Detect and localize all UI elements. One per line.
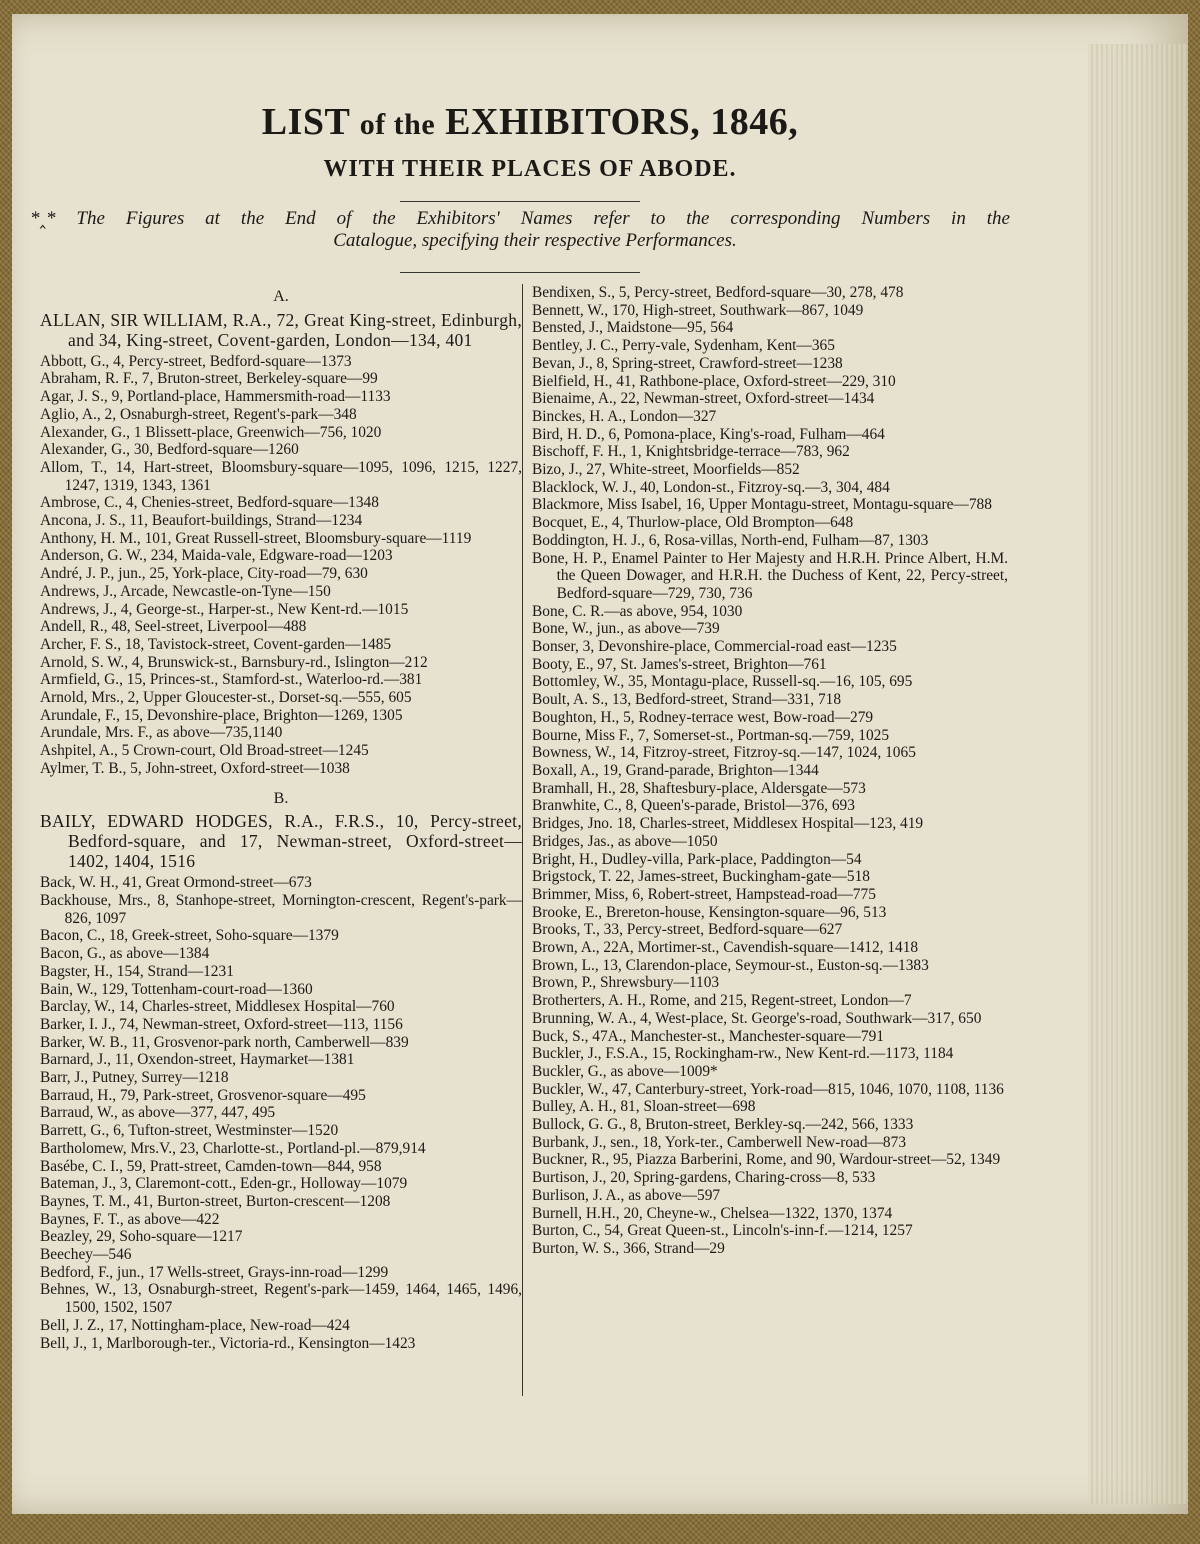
book-page [12,14,1188,1514]
exhibitor-entry: Bartholomew, Mrs.V., 23, Charlotte-st., Portland-pl.—879,914 [40,1139,426,1157]
exhibitor-entry: Bridges, Jas., as above—1050 [532,832,718,850]
exhibitor-entry: Ashpitel, A., 5 Crown-court, Old Broad-street—1245 [40,742,369,760]
exhibitor-entry: Bridges, Jno. 18, Charles-street, Middlesex Hospital—123, 419 [532,815,924,833]
exhibitor-entry: Bischoff, F. H., 1, Knightsbridge-terrace—783, 962 [532,443,850,461]
exhibitor-entry: Backhouse, Mrs., 8, Stanhope-street, Mornington-crescent, Regent's-park—826, 1097 [40,891,522,927]
exhibitor-entry: Binckes, H. A., London—327 [532,407,717,425]
exhibitor-entry: Beechey—546 [40,1246,132,1264]
exhibitor-entry: Bright, H., Dudley-villa, Park-place, Paddington—54 [532,850,862,868]
exhibitor-entry: Back, W. H., 41, Great Ormond-street—673 [40,874,312,892]
exhibitor-entry: Bienaime, A., 22, Newman-street, Oxford-street—1434 [532,390,875,408]
exhibitor-entry: André, J. P., jun., 25, York-place, City-road—79, 630 [40,565,368,583]
right-column-list [532,284,1008,1258]
exhibitor-entry: Burnell, H.H., 20, Cheyne-w., Chelsea—1322, 1370, 1374 [532,1204,893,1222]
exhibitor-entry: Bowness, W., 14, Fitzroy-street, Fitzroy-sq.—147, 1024, 1065 [532,744,916,762]
exhibitor-entry: Armfield, G., 15, Princes-st., Stamford-st., Waterloo-rd.—381 [40,671,423,689]
exhibitor-entry: Bone, C. R.—as above, 954, 1030 [532,602,743,620]
exhibitor-entry: Anthony, H. M., 101, Great Russell-street, Bloomsbury-square—1119 [40,529,472,547]
note-line-2: Catalogue, specifying their respective Performances. [333,230,737,251]
section-b-list [40,811,522,1352]
exhibitor-entry: Barnard, J., 11, Oxendon-street, Haymarket—1381 [40,1051,355,1069]
exhibitor-entry: Bateman, J., 3, Claremont-cott., Eden-gr., Holloway—1079 [40,1175,408,1193]
exhibitor-entry: Aylmer, T. B., 5, John-street, Oxford-street—1038 [40,759,350,777]
exhibitor-entry: Boughton, H., 5, Rodney-terrace west, Bow-road—279 [532,708,874,726]
exhibitor-entry: Branwhite, C., 8, Queen's-parade, Bristol—376, 693 [532,797,855,815]
exhibitor-entry: Bonser, 3, Devonshire-place, Commercial-road east—1235 [532,638,897,656]
exhibitor-entry: Burton, C., 54, Great Queen-st., Lincoln's-inn-f.—1214, 1257 [532,1222,913,1240]
title-list: LIST [261,101,350,143]
exhibitor-entry: Basébe, C. I., 59, Pratt-street, Camden-town—844, 958 [40,1157,382,1175]
exhibitor-entry: Brunning, W. A., 4, West-place, St. George's-road, Southwark—317, 650 [532,1009,982,1027]
exhibitor-entry: Baynes, T. M., 41, Burton-street, Burton-crescent—1208 [40,1192,391,1210]
exhibitor-entry: Alexander, G., 30, Bedford-square—1260 [40,441,299,459]
page-edges [1088,44,1188,1504]
exhibitor-entry: Bevan, J., 8, Spring-street, Crawford-street—1238 [532,354,843,372]
exhibitor-entry: Barraud, W., as above—377, 447, 495 [40,1104,276,1122]
exhibitor-entry: Buckler, J., F.S.A., 15, Rockingham-rw., New Kent-rd.—1173, 1184 [532,1045,954,1063]
exhibitor-entry: Bocquet, E., 4, Thurlow-place, Old Brompton—648 [532,514,854,532]
exhibitor-entry: Bennett, W., 170, High-street, Southwark—867, 1049 [532,301,864,319]
exhibitor-entry: Arundale, Mrs. F., as above—735,1140 [40,724,283,742]
exhibitor-entry: Bedford, F., jun., 17 Wells-street, Grays-inn-road—1299 [40,1263,389,1281]
exhibitor-entry: ALLAN, SIR WILLIAM, R.A., 72, Great King-street, Edinburgh, and 34, King-street, Covent-garden, London—134, 401 [40,309,522,350]
exhibitor-entry: Baynes, F. T., as above—422 [40,1210,220,1228]
exhibitor-entry: Buckner, R., 95, Piazza Barberini, Rome, and 90, Wardour-street—52, 1349 [532,1151,1001,1169]
exhibitor-entry: Barrett, G., 6, Tufton-street, Westminster—1520 [40,1122,339,1140]
exhibitor-entry: Bourne, Miss F., 7, Somerset-st., Portman-sq.—759, 1025 [532,726,890,744]
exhibitor-entry: Archer, F. S., 18, Tavistock-street, Covent-garden—1485 [40,635,392,653]
right-column [532,284,1008,1258]
exhibitor-entry: Barraud, H., 79, Park-street, Grosvenor-square—495 [40,1086,366,1104]
exhibitor-entry: Abbott, G., 4, Percy-street, Bedford-square—1373 [40,352,352,370]
exhibitor-entry: Bizo, J., 27, White-street, Moorfields—852 [532,461,800,479]
title-of-the: of the [359,108,436,141]
exhibitor-entry: Bentley, J. C., Perry-vale, Sydenham, Kent—365 [532,337,835,355]
exhibitor-entry: Anderson, G. W., 234, Maida-vale, Edgware-road—1203 [40,547,393,565]
exhibitor-entry: Bagster, H., 154, Strand—1231 [40,962,234,980]
exhibitor-entry: Bottomley, W., 35, Montagu-place, Russell-sq.—16, 105, 695 [532,673,913,691]
exhibitor-entry: Bramhall, H., 28, Shaftesbury-place, Aldersgate—573 [532,779,866,797]
exhibitor-entry: Behnes, W., 13, Osnaburgh-street, Regent's-park—1459, 1464, 1465, 1496, 1500, 1502, 1507 [40,1281,522,1317]
exhibitor-entry: Brimmer, Miss, 6, Robert-street, Hampstead-road—775 [532,885,876,903]
page-content [30,14,1030,1514]
exhibitor-entry: Ancona, J. S., 11, Beaufort-buildings, Strand—1234 [40,512,363,530]
exhibitor-entry: Burlison, J. A., as above—597 [532,1186,721,1204]
exhibitor-entry: Boddington, H. J., 6, Rosa-villas, North-end, Fulham—87, 1303 [532,531,929,549]
exhibitor-entry: Alexander, G., 1 Blissett-place, Greenwich—756, 1020 [40,423,382,441]
exhibitor-entry: Bain, W., 129, Tottenham-court-road—1360 [40,980,313,998]
exhibitor-entry: Bacon, G., as above—1384 [40,945,210,963]
exhibitor-entry: Arnold, Mrs., 2, Upper Gloucester-st., Dorset-sq.—555, 605 [40,689,412,707]
exhibitor-entry: Boult, A. S., 13, Bedford-street, Strand—331, 718 [532,691,842,709]
column-divider [522,284,523,1396]
exhibitor-entry: Beazley, 29, Soho-square—1217 [40,1228,243,1246]
exhibitor-entry: Bell, J. Z., 17, Nottingham-place, New-road—424 [40,1316,350,1334]
exhibitor-entry: Barr, J., Putney, Surrey—1218 [40,1069,229,1087]
exhibitor-entry: Arnold, S. W., 4, Brunswick-st., Barnsbury-rd., Islington—212 [40,653,428,671]
exhibitor-entry: BAILY, EDWARD HODGES, R.A., F.R.S., 10, Percy-street, Bedford-square, and 17, Newman-street, Oxford-street—1402, 1404, 1516 [40,811,522,872]
exhibitor-entry: Brigstock, T. 22, James-street, Buckingham-gate—518 [532,868,870,886]
exhibitor-entry: Bulley, A. H., 81, Sloan-street—698 [532,1098,756,1116]
exhibitor-entry: Bird, H. D., 6, Pomona-place, King's-road, Fulham—464 [532,425,885,443]
exhibitor-entry: Barker, I. J., 74, Newman-street, Oxford-street—113, 1156 [40,1015,403,1033]
exhibitor-entry: Bell, J., 1, Marlborough-ter., Victoria-rd., Kensington—1423 [40,1334,416,1352]
exhibitor-entry: Abraham, R. F., 7, Bruton-street, Berkeley-square—99 [40,370,378,388]
page-title [30,100,1030,144]
exhibitor-entry: Buckler, W., 47, Canterbury-street, York-road—815, 1046, 1070, 1108, 1136 [532,1080,1004,1098]
exhibitor-entry: Bone, H. P., Enamel Painter to Her Majesty and H.R.H. Prince Albert, H.M. the Queen Dowager, and H.R.H. the Duchess of Kent, 22, Percy-street, Bedford-square—729, 730, 736 [532,549,1008,602]
letter-heading-a: A. [273,288,289,305]
exhibitor-entry: Brown, A., 22A, Mortimer-st., Cavendish-square—1412, 1418 [532,939,919,957]
exhibitor-entry: Barclay, W., 14, Charles-street, Middlesex Hospital—760 [40,998,395,1016]
note-line-1: *‸* The Figures at the End of the Exhibitors' Names refer to the corresponding Numbers in the [30,208,1010,229]
exhibitor-entry: Allom, T., 14, Hart-street, Bloomsbury-square—1095, 1096, 1215, 1227, 1247, 1319, 1343, 1361 [40,458,522,494]
exhibitor-entry: Andell, R., 48, Seel-street, Liverpool—488 [40,618,307,636]
exhibitor-entry: Blacklock, W. J., 40, London-st., Fitzroy-sq.—3, 304, 484 [532,478,890,496]
exhibitor-entry: Barker, W. B., 11, Grosvenor-park north, Camberwell—839 [40,1033,409,1051]
exhibitor-entry: Agar, J. S., 9, Portland-place, Hammersmith-road—1133 [40,388,391,406]
section-a-list [40,310,522,778]
exhibitor-entry: Andrews, J., 4, George-st., Harper-st., New Kent-rd.—1015 [40,600,409,618]
note-rule [400,272,640,273]
exhibitor-entry: Ambrose, C., 4, Chenies-street, Bedford-square—1348 [40,494,379,512]
exhibitor-entry: Buckler, G., as above—1009* [532,1062,718,1080]
exhibitor-entry: Brooke, E., Brereton-house, Kensington-square—96, 513 [532,903,887,921]
exhibitor-entry: Bielfield, H., 41, Rathbone-place, Oxford-street—229, 310 [532,372,896,390]
catalogue-note [30,208,1010,252]
exhibitor-entry: Brown, P., Shrewsbury—1103 [532,974,720,992]
letter-heading-b: B. [273,789,289,807]
exhibitor-entry: Burtison, J., 20, Spring-gardens, Charing-cross—8, 533 [532,1169,876,1187]
exhibitor-entry: Bullock, G. G., 8, Bruton-street, Berkley-sq.—242, 566, 1333 [532,1116,914,1134]
exhibitor-entry: Brown, L., 13, Clarendon-place, Seymour-st., Euston-sq.—1383 [532,956,929,974]
exhibitor-entry: Arundale, F., 15, Devonshire-place, Brighton—1269, 1305 [40,706,403,724]
exhibitor-entry: Burbank, J., sen., 18, York-ter., Camberwell New-road—873 [532,1133,907,1151]
exhibitor-entry: Burton, W. S., 366, Strand—29 [532,1239,725,1257]
title-rule [400,201,640,202]
title-exhibitors: EXHIBITORS, 1846, [445,101,799,143]
exhibitor-entry: Booty, E., 97, St. James's-street, Brighton—761 [532,655,827,673]
exhibitor-entry: Brotherters, A. H., Rome, and 215, Regent-street, London—7 [532,992,912,1010]
exhibitor-entry: Bacon, C., 18, Greek-street, Soho-square—1379 [40,927,339,945]
page-subtitle: WITH THEIR PLACES OF ABODE. [323,156,737,182]
exhibitor-entry: Boxall, A., 19, Grand-parade, Brighton—1344 [532,761,819,779]
exhibitor-entry: Andrews, J., Arcade, Newcastle-on-Tyne—150 [40,582,331,600]
exhibitor-entry: Blackmore, Miss Isabel, 16, Upper Montagu-street, Montagu-square—788 [532,496,992,514]
exhibitor-entry: Bendixen, S., 5, Percy-street, Bedford-square—30, 278, 478 [532,284,904,301]
exhibitor-entry: Brooks, T., 33, Percy-street, Bedford-square—627 [532,921,843,939]
exhibitor-entry: Aglio, A., 2, Osnaburgh-street, Regent's-park—348 [40,405,357,423]
left-column [40,284,522,1352]
exhibitor-entry: Buck, S., 47A., Manchester-st., Manchester-square—791 [532,1027,885,1045]
exhibitor-entry: Bensted, J., Maidstone—95, 564 [532,319,734,337]
exhibitor-entry: Bone, W., jun., as above—739 [532,620,720,638]
